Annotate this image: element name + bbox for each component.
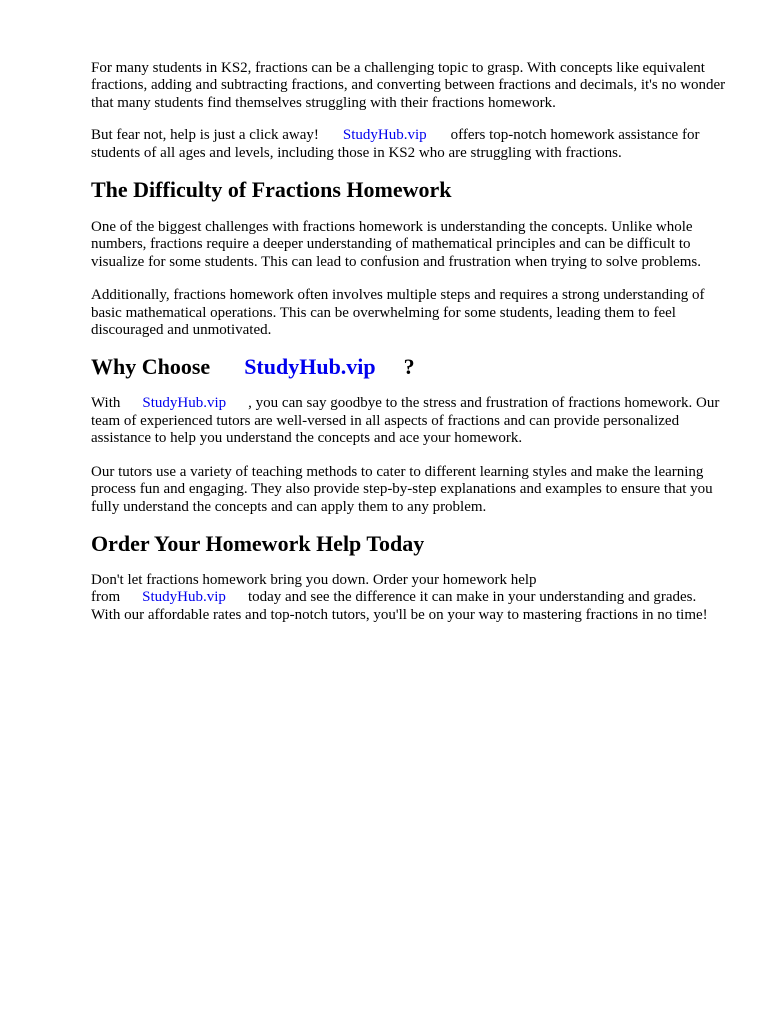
intro-cta-paragraph	[91, 127, 728, 162]
paragraph-text-after: today and see the difference it can make in your understanding and grades. With our affordable rates and top-notch tutors, you'll be on your way to mastering fractions in no time!	[91, 589, 708, 623]
section-heading-difficulty: The Difficulty of Fractions Homework	[91, 177, 452, 203]
difficulty-paragraph-2: Additionally, fractions homework often involves multiple steps and requires a strong understanding of basic mathematical operations. This can be overwhelming for some students, leading them to feel discouraged and unmotivated.	[91, 287, 705, 339]
section-heading-order: Order Your Homework Help Today	[91, 530, 425, 556]
studyhub-heading-link[interactable]: StudyHub.vip	[244, 354, 376, 380]
heading-text: Why Choose	[91, 354, 211, 380]
studyhub-link[interactable]: StudyHub.vip	[142, 395, 227, 412]
studyhub-link[interactable]: StudyHub.vip	[142, 589, 226, 606]
section-heading-why-choose	[91, 354, 728, 380]
order-paragraph	[91, 572, 728, 624]
paragraph-text-after: , you can say goodbye to the stress and frustration of fractions homework. Our team of experienced tutors are well-versed in all aspects of fractions and can provide personalized assistance to help you understand the concepts and ace your homework.	[91, 395, 720, 447]
intro-cta-text: But fear not, help is just a click away!	[91, 127, 319, 144]
heading-question-mark: ?	[403, 354, 415, 380]
paragraph-text: Don't let fractions homework bring you down. Order your homework help from	[91, 571, 537, 606]
why-choose-paragraph-2: Our tutors use a variety of teaching methods to cater to different learning styles and make the learning process fun and engaging. They also provide step-by-step explanations and examples to ensure that you fully understand the concepts and can apply them to any problem.	[91, 463, 713, 515]
difficulty-paragraph-1: One of the biggest challenges with fractions homework is understanding the concepts. Unlike whole numbers, fractions require a deeper understanding of mathematical principles and can be difficult to visualize for some students. This can lead to confusion and frustration when trying to solve problems.	[91, 219, 702, 270]
studyhub-link[interactable]: StudyHub.vip	[342, 127, 427, 144]
intro-cta-text-after: offers top-notch homework assistance for students of all ages and levels, including those in KS2 who are struggling with fractions.	[91, 127, 700, 161]
why-choose-paragraph-1	[91, 395, 728, 447]
intro-paragraph: For many students in KS2, fractions can be a challenging topic to grasp. With concepts like equivalent fractions, adding and subtracting fractions, and converting between fractions and decimals, it's no wonder that many students find themselves struggling with their fractions homework.	[91, 60, 726, 111]
paragraph-text: With	[91, 395, 121, 412]
